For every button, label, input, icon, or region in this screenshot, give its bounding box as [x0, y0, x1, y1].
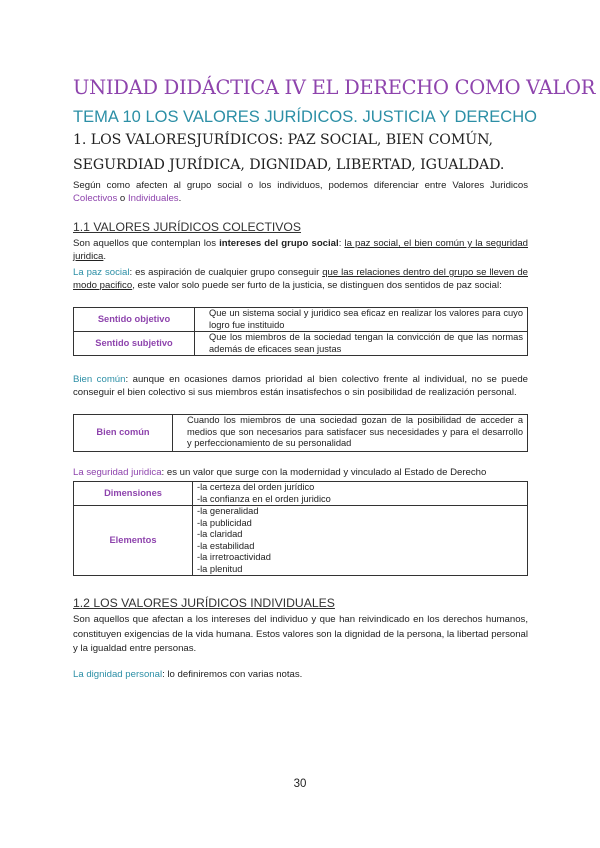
sentido-objetivo-text: Que un sistema social y juridico sea eficaz en realizar los valores para cuyo logro fue instituido	[195, 308, 528, 332]
individuales-paragraph: Son aquellos que afectan a los intereses del individuo y que han reivindicado en los derechos humanos, constituyen exigencias de la vida humana. Estos valores son la dignidad de la persona, la libertad personal y la igualdad entre personas.	[73, 614, 528, 654]
colectivos-bold: intereses del grupo social	[219, 238, 339, 249]
dimension-item: -la confianza en el orden juridico	[197, 493, 331, 504]
sentido-subjetivo-label: Sentido subjetivo	[74, 332, 195, 356]
colectivos-text: Son aquellos que contemplan los	[73, 238, 220, 249]
colectivos-period: .	[103, 251, 107, 262]
subheading-colectivos-text: 1.1 VALORES JURÍDICOS COLECTIVOS	[73, 220, 302, 234]
subheading-colectivos	[73, 220, 301, 234]
paz-social-text-end: , este valor solo puede ser furto de la justicia, se distinguen dos sentidos de paz social:	[132, 280, 502, 291]
dignidad-paragraph	[73, 668, 528, 681]
paz-social-paragraph	[73, 266, 528, 292]
paz-social-text: : es aspiración de cualquier grupo conseguir	[129, 267, 323, 278]
page-number: 30	[293, 778, 307, 790]
seguridad-text: : es un valor que surge con la modernidad y vinculado al Estado de Derecho	[161, 467, 487, 478]
unit-title: UNIDAD DIDÁCTICA IV EL DERECHO COMO VALOR	[73, 76, 596, 99]
table-row	[74, 415, 528, 452]
bien-comun-table-text: Cuando los miembros de una sociedad gozan de la posibilidad de acceder a medios que son necesarios para satisfacer sus necesidades y para el desarrollo y perfeccionamiento de su personalidad	[173, 415, 528, 452]
elemento-item: -la generalidad	[197, 506, 259, 516]
colectivos-colon: :	[338, 238, 345, 249]
bien-comun-label: Bien común	[73, 374, 126, 385]
bien-comun-paragraph	[73, 373, 528, 399]
seguridad-label: La seguridad juridica	[73, 467, 162, 478]
section-title: 1. LOS VALORESJURÍDICOS: PAZ SOCIAL, BIEN COMÚN, SEGURDIAD JURÍDICA, DIGNIDAD, LIBERTAD, IGUALDAD.	[73, 132, 505, 173]
elementos-cell	[193, 506, 528, 576]
elementos-label: Elementos	[74, 506, 193, 576]
seguridad-paragraph	[73, 466, 528, 479]
dimensiones-cell	[193, 482, 528, 506]
elemento-item: -la plenitud	[197, 563, 243, 574]
colectivos-paragraph	[73, 237, 528, 263]
elemento-item: -la claridad	[197, 529, 243, 539]
intro-text: Según como afecten al grupo social o los individuos, podemos diferenciar entre Valores Juridicos	[73, 180, 528, 191]
elemento-item: -la irretroactividad	[197, 552, 271, 562]
dimension-item: -la certeza del orden jurídico	[197, 482, 315, 492]
elemento-item: -la estabilidad	[197, 540, 255, 551]
colectivos-underlined: la paz social, el bien común y la seguridad juridica	[73, 238, 528, 262]
table-row	[74, 308, 528, 332]
sentido-objetivo-label: Sentido objetivo	[74, 308, 195, 332]
table-row	[74, 332, 528, 356]
dignidad-text: : lo definiremos con varias notas.	[162, 669, 303, 680]
paz-social-table	[73, 307, 528, 356]
paz-social-label: La paz social	[73, 267, 130, 278]
bien-comun-text: : aunque en ocasiones damos prioridad al bien colectivo frente al individual, no se puede conseguir el bien colectivo si sus miembros están insatisfechos o sin posibilidad de realización personal.	[73, 374, 528, 398]
dignidad-label: La dignidad personal	[73, 669, 163, 680]
table-row	[74, 482, 528, 506]
subheading-individuales	[73, 596, 335, 610]
seguridad-table	[73, 481, 528, 576]
link-colectivos: Colectivos	[73, 193, 118, 204]
tema-title: TEMA 10 LOS VALORES JURÍDICOS. JUSTICIA Y DERECHO	[73, 108, 537, 126]
sentido-subjetivo-text: Que los miembros de la sociedad tengan la convicción de que las normas además de eficaces sean justas	[195, 332, 528, 356]
intro-paragraph	[73, 179, 528, 205]
dimensiones-label: Dimensiones	[74, 482, 193, 506]
link-individuales: Individuales	[127, 193, 179, 204]
elemento-item: -la publicidad	[197, 517, 252, 528]
intro-period: .	[178, 193, 182, 204]
paz-social-underlined: que las relaciones dentro del grupo se lleven de modo pacifico	[73, 267, 528, 291]
table-row	[74, 506, 528, 576]
bien-comun-table	[73, 414, 528, 452]
subheading-individuales-text: 1.2 LOS VALORES JURÍDICOS INDIVIDUALES	[73, 596, 335, 610]
intro-text-or: o	[117, 193, 128, 204]
bien-comun-table-label: Bien común	[74, 415, 173, 452]
